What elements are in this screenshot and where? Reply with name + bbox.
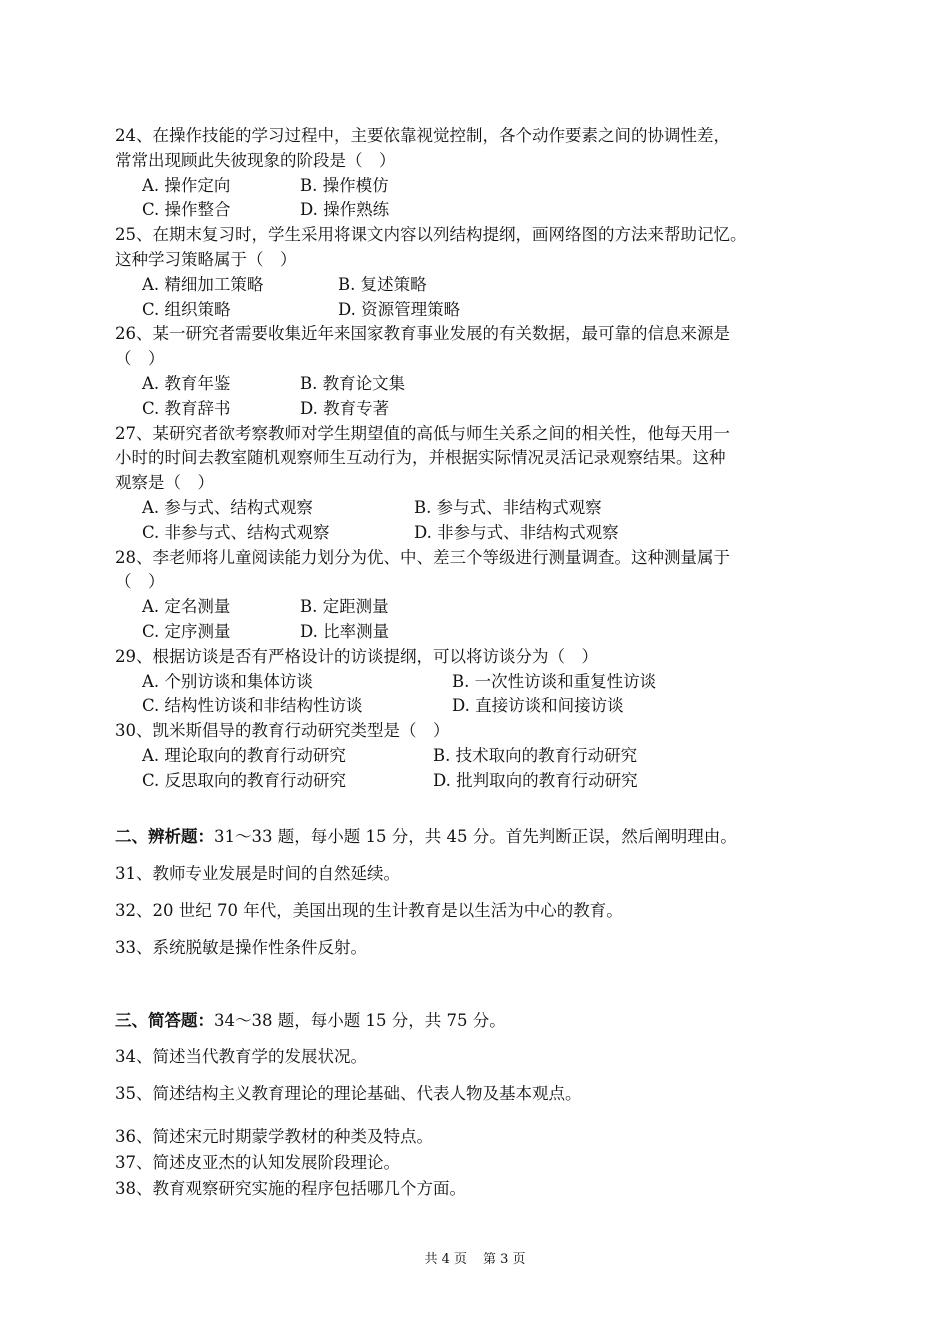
question-item — [115, 322, 855, 421]
question-35: 35、简述结构主义教育理论的理论基础、代表人物及基本观点。 — [115, 1083, 582, 1103]
question-stem-line: 28、李老师将儿童阅读能力划分为优、中、差三个等级进行测量调查。这种测量属于 — [115, 547, 730, 567]
multiple-choice-block — [115, 124, 855, 794]
total-pages: 共 4 页 — [424, 1252, 467, 1267]
current-page: 第 3 页 — [483, 1252, 526, 1267]
option-label: C. 教育辞书 — [142, 398, 231, 418]
option-label: A. 参与式、结构式观察 — [142, 497, 313, 517]
options-row — [115, 620, 855, 645]
options-row — [115, 298, 855, 323]
section-2 — [115, 825, 855, 960]
question-31: 31、教师专业发展是时间的自然延续。 — [115, 863, 400, 883]
option-label: D. 操作熟练 — [300, 200, 390, 220]
option-label: B. 操作模仿 — [300, 175, 389, 195]
section-3 — [115, 1009, 855, 1201]
question-item — [115, 645, 855, 719]
question-38: 38、教育观察研究实施的程序包括哪几个方面。 — [115, 1178, 466, 1198]
options-row — [115, 496, 855, 521]
option-label: D. 直接访谈和间接访谈 — [452, 696, 624, 716]
options-row — [115, 595, 855, 620]
question-stem-line: 30、凯米斯倡导的教育行动研究类型是（ ） — [115, 721, 450, 741]
question-stem-line: 29、根据访谈是否有严格设计的访谈提纲，可以将访谈分为（ ） — [115, 646, 598, 666]
option-label: A. 定名测量 — [142, 597, 231, 617]
option-label: A. 精细加工策略 — [142, 274, 264, 294]
option-label: A. 理论取向的教育行动研究 — [142, 745, 346, 765]
options-row — [115, 670, 855, 695]
section-3-heading — [115, 1009, 855, 1033]
option-label: B. 技术取向的教育行动研究 — [433, 745, 638, 765]
section-3-title: 三、简答题： — [115, 1010, 214, 1030]
question-stem-line: 观察是（ ） — [115, 473, 214, 493]
options-row — [115, 769, 855, 794]
option-label: B. 定距测量 — [300, 597, 389, 617]
section-2-title: 二、辨析题： — [115, 826, 214, 846]
question-stem-line: 27、某研究者欲考察教师对学生期望值的高低与师生关系之间的相关性，他每天用一 — [115, 423, 730, 443]
question-36: 36、简述宋元时期蒙学教材的种类及特点。 — [115, 1126, 433, 1146]
question-stem-line: （ ） — [115, 572, 165, 592]
option-label: D. 批判取向的教育行动研究 — [433, 770, 638, 790]
options-row — [115, 372, 855, 397]
question-item — [115, 719, 855, 793]
options-row — [115, 694, 855, 719]
question-34: 34、简述当代教育学的发展状况。 — [115, 1046, 367, 1066]
option-label: C. 定序测量 — [142, 621, 231, 641]
option-label: B. 参与式、非结构式观察 — [414, 497, 602, 517]
section-3-desc: 34～38 题，每小题 15 分，共 75 分。 — [214, 1010, 506, 1030]
options-row — [115, 273, 855, 298]
option-label: C. 结构性访谈和非结构性访谈 — [142, 696, 363, 716]
question-37: 37、简述皮亚杰的认知发展阶段理论。 — [115, 1152, 400, 1172]
options-row — [115, 174, 855, 199]
options-row — [115, 397, 855, 422]
options-row — [115, 198, 855, 223]
option-label: A. 个别访谈和集体访谈 — [142, 671, 313, 691]
question-item — [115, 124, 855, 223]
question-stem-line: 24、在操作技能的学习过程中，主要依靠视觉控制，各个动作要素之间的协调性差， — [115, 126, 730, 145]
option-label: D. 非参与式、非结构式观察 — [414, 522, 619, 542]
option-label: B. 教育论文集 — [300, 373, 406, 393]
section-2-desc: 31～33 题，每小题 15 分，共 45 分。首先判断正误，然后阐明理由。 — [214, 826, 737, 846]
question-stem-line: （ ） — [115, 349, 165, 369]
question-stem-line: 这种学习策略属于（ ） — [115, 249, 297, 269]
question-stem-line: 25、在期末复习时，学生采用将课文内容以列结构提纲，画网络图的方法来帮助记忆。 — [115, 225, 747, 245]
option-label: C. 反思取向的教育行动研究 — [142, 770, 347, 790]
option-label: D. 资源管理策略 — [338, 299, 461, 319]
option-label: A. 教育年鉴 — [142, 373, 231, 393]
question-33: 33、系统脱敏是操作性条件反射。 — [115, 937, 367, 957]
option-label: C. 组织策略 — [142, 299, 231, 319]
question-32: 32、20 世纪 70 年代，美国出现的生计教育是以生活为中心的教育。 — [115, 900, 623, 920]
option-label: C. 操作整合 — [142, 200, 231, 220]
question-stem-line: 常常出现顾此失彼现象的阶段是（ ） — [115, 150, 396, 170]
option-label: B. 一次性访谈和重复性访谈 — [452, 671, 657, 691]
option-label: B. 复述策略 — [338, 274, 427, 294]
options-row — [115, 521, 855, 546]
question-stem-line: 26、某一研究者需要收集近年来国家教育事业发展的有关数据，最可靠的信息来源是 — [115, 324, 730, 344]
options-row — [115, 744, 855, 769]
section-2-heading — [115, 825, 855, 849]
option-label: C. 非参与式、结构式观察 — [142, 522, 330, 542]
question-item — [115, 546, 855, 645]
page-footer — [0, 1248, 950, 1267]
question-item — [115, 223, 855, 322]
exam-page — [115, 124, 855, 1201]
option-label: A. 操作定向 — [142, 175, 231, 195]
question-stem-line: 小时的时间去教室随机观察师生互动行为，并根据实际情况灵活记录观察结果。这种 — [115, 448, 726, 468]
option-label: D. 比率测量 — [300, 621, 390, 641]
question-item — [115, 422, 855, 546]
option-label: D. 教育专著 — [300, 398, 390, 418]
